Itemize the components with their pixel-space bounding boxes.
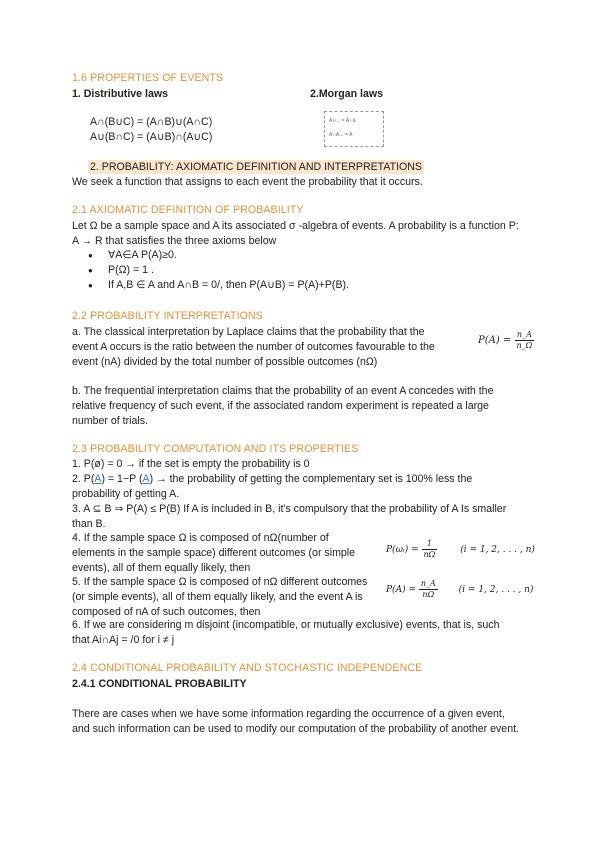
complement-a-2: A (142, 473, 150, 485)
equally-likely-denominator: nΩ (423, 550, 436, 559)
section-heading-2-2: 2.2 PROBABILITY INTERPRETATIONS (72, 310, 263, 322)
distributive-law-1: A∩(B∪C) = (A∩B)∪(A∩C) (90, 116, 213, 128)
equally-likely-formula (386, 539, 535, 560)
property-6: 6. If we are considering m disjoint (incompatible, or mutually exclusive) events, that is, such that Ai∩Aj = /0 for i ≠ j (72, 619, 500, 646)
property-2-suffix: ) → the probability of getting the complementary set is 100% less the probability of getting A. (72, 473, 473, 500)
equally-likely-lhs: P(ωᵢ) = (386, 545, 419, 555)
equally-likely-range: (i = 1, 2, . . . , n) (460, 545, 535, 555)
property-1: 1. P(ø) = 0 → if the set is empty the probability is 0 (72, 458, 310, 470)
complement-a-1: A (94, 473, 102, 485)
event-probability-denominator: nΩ (422, 590, 435, 599)
morgan-laws-heading: 2.Morgan laws (310, 88, 383, 100)
axioms-list (72, 248, 349, 293)
subsection-heading-2-4-1: 2.4.1 CONDITIONAL PROBABILITY (72, 678, 247, 690)
property-2-prefix: 2. P( (72, 473, 95, 485)
property-3: 3. A ⊆ B ⇒ P(A) ≤ P(B) If A is included in B, it's compulsory that the probability of A Is smaller than B. (72, 503, 507, 530)
equally-likely-numerator: 1 (422, 539, 438, 550)
property-2-middle: ) = 1−P ( (101, 473, 143, 485)
classical-interpretation-text: a. The classical interpretation by Laplace claims that the probability that the event A occurs is the ratio between the number of outcomes favourable to the event (nA) divided by the total number of possible outcomes (nΩ) (72, 326, 435, 368)
section-heading-2-4: 2.4 CONDITIONAL PROBABILITY AND STOCHASTIC INDEPENDENCE (72, 662, 423, 674)
laplace-fraction (515, 330, 535, 351)
distributive-law-2: A∪(B∩C) = (A∪B)∩(A∪C) (90, 131, 213, 143)
frequential-interpretation-text: b. The frequential interpretation claims that the probability of an event A concedes with the relative frequency of such event, if the associated random experiment is repeated a large number of trials. (72, 385, 494, 427)
axiomatic-definition-text: Let Ω be a sample space and A its associated σ -algebra of events. A probability is a function P: A → R that satisfies the three axioms below (72, 220, 519, 247)
axiom-2: ● P(Ω) = 1 . (88, 263, 349, 278)
event-probability-fraction (419, 579, 438, 600)
equally-likely-fraction (422, 539, 438, 560)
morgan-laws-image (324, 111, 384, 147)
property-4: 4. If the sample space Ω is composed of nΩ(number of elements in the sample space) different outcomes (or simple events), all of them equally likely, then (72, 532, 356, 574)
section-heading-2-1: 2.1 AXIOMATIC DEFINITION OF PROBABILITY (72, 204, 304, 216)
section-heading-1-6: 1.6 PROPERTIES OF EVENTS (72, 72, 224, 84)
laplace-formula-lhs: P(A) = (478, 335, 512, 346)
laplace-denominator: n_Ω (516, 341, 533, 350)
section-heading-2: 2. PROBABILITY: AXIOMATIC DEFINITION AND INTERPRETATIONS (90, 161, 422, 173)
axiom-3: ● If A,B ∈ A and A∩B = 0/, then P(A∪B) = P(A)+P(B). (88, 278, 349, 293)
event-probability-range: (i = 1, 2, . . . , n) (458, 585, 534, 595)
morgan-law-1: A∪... = Ā∩ā (329, 118, 356, 124)
section-heading-2-3: 2.3 PROBABILITY COMPUTATION AND ITS PROPERTIES (72, 443, 359, 455)
morgan-law-2: A∩A... = Ā (329, 132, 353, 138)
distributive-laws-heading: 1. Distributive laws (72, 88, 168, 100)
conditional-probability-text: There are cases when we have some information regarding the occurrence of a given event, and such information can be used to modify our computation of the probability of another event. (72, 708, 519, 735)
property-5: 5. If the sample space Ω is composed of nΩ different outcomes (or simple events), all of them equally likely, and the event A is composed of nA of such outcomes, then (72, 576, 368, 618)
event-probability-formula (386, 579, 533, 600)
event-probability-lhs: P(A) = (386, 585, 416, 595)
event-probability-numerator: n_A (420, 579, 436, 588)
section-2-intro: We seek a function that assigns to each event the probability that it occurs. (72, 176, 423, 188)
laplace-numerator: n_A (515, 330, 535, 341)
laplace-formula (478, 330, 534, 351)
axiom-1: ● ∀A∈A P(A)≥0. (88, 248, 349, 263)
property-2 (72, 472, 520, 502)
